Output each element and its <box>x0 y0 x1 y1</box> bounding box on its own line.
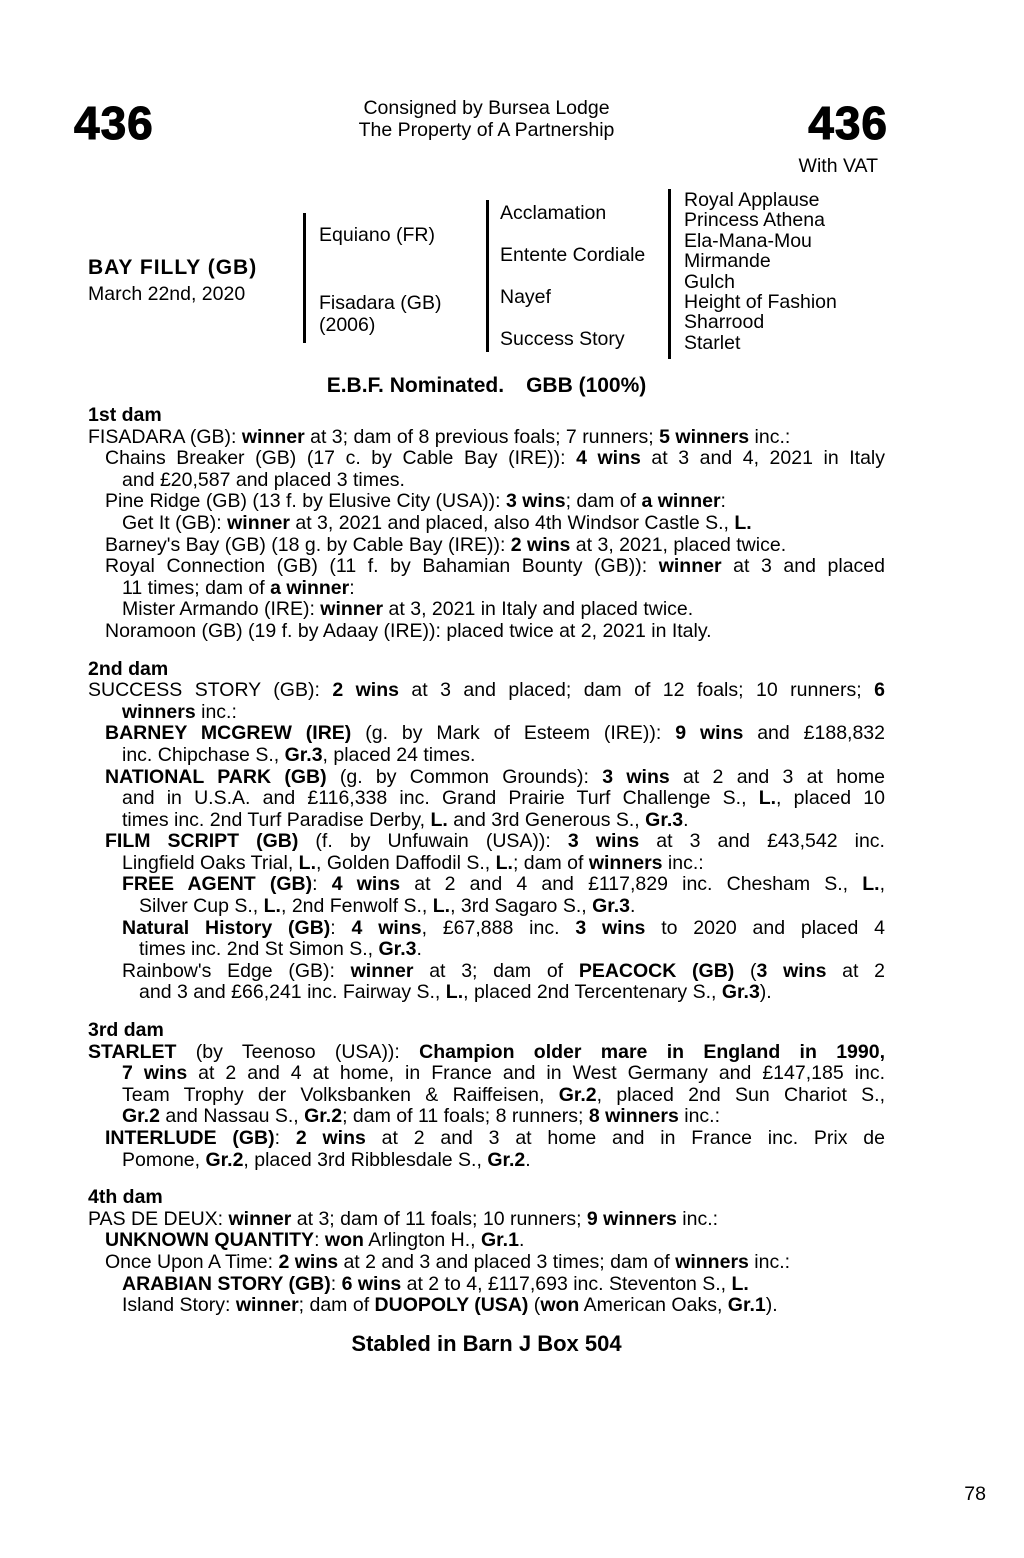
text-line: times inc. 2nd Turf Paradise Derby, L. and 3rd Generous S., Gr.3. <box>122 808 689 831</box>
nomination-line <box>88 374 885 398</box>
text-line: Natural History (GB): 4 wins, £67,888 inc. 3 wins to 2020 and placed 4 <box>122 916 886 939</box>
section-heading: 3rd dam <box>88 1019 164 1042</box>
text-line: winners inc.: <box>122 700 237 723</box>
section-4th-dam <box>88 1187 885 1317</box>
text-line: Lingfield Oaks Trial, L., Golden Daffodil S., L.; dam of winners inc.: <box>122 851 704 874</box>
dam-block <box>319 293 441 336</box>
grandparents-column <box>500 202 645 351</box>
consignor-line: Consigned by Bursea Lodge <box>363 97 610 119</box>
text-line: FISADARA (GB): winner at 3; dam of 8 previous foals; 7 runners; 5 winners inc.: <box>88 425 791 448</box>
text-line: Barney's Bay (GB) (18 g. by Cable Bay (IRE)): 2 wins at 3, 2021, placed twice. <box>105 533 787 556</box>
text-line: Chains Breaker (GB) (17 c. by Cable Bay (IRE)): 4 wins at 3 and 4, 2021 in Italy <box>105 447 885 470</box>
text-line: BARNEY MCGREW (IRE) (g. by Mark of Esteem (IRE)): 9 wins and £188,832 <box>105 722 885 745</box>
text-line: 11 times; dam of a winner: <box>122 576 355 599</box>
text-line: Royal Connection (GB) (11 f. by Bahamian Bounty (GB)): winner at 3 and placed <box>105 555 885 578</box>
text-line: Silver Cup S., L., 2nd Fenwolf S., L., 3rd Sagaro S., Gr.3. <box>139 895 636 918</box>
dam-year: (2006) <box>319 313 376 336</box>
text-line: UNKNOWN QUANTITY: won Arlington H., Gr.1. <box>105 1229 525 1252</box>
lot-number-right: 436 <box>808 97 888 149</box>
text-line: and £20,587 and placed 3 times. <box>122 468 405 491</box>
text-line: SUCCESS STORY (GB): 2 wins at 3 and placed; dam of 12 foals; 10 runners; 6 <box>88 679 885 702</box>
text-line: Get It (GB): winner at 3, 2021 and placed, also 4th Windsor Castle S., L. <box>122 511 752 534</box>
pedigree-divider-1 <box>303 213 306 343</box>
great-grandparent-name: Princess Athena <box>684 209 825 232</box>
text-line: Noramoon (GB) (19 f. by Adaay (IRE)): placed twice at 2, 2021 in Italy. <box>105 619 712 642</box>
grandparent-name: Nayef <box>500 286 551 308</box>
lot-number-left: 436 <box>74 97 154 149</box>
text-line: Pomone, Gr.2, placed 3rd Ribblesdale S., Gr.2. <box>122 1148 531 1171</box>
subject-horse <box>88 256 257 306</box>
section-lines <box>88 1042 885 1172</box>
text-line: 7 wins at 2 and 4 at home, in France and in West Germany and £147,185 inc. <box>122 1062 886 1085</box>
grandparent-name: Acclamation <box>500 202 607 224</box>
text-line: Pine Ridge (GB) (13 f. by Elusive City (USA)): 3 wins; dam of a winner: <box>105 490 726 513</box>
great-grandparent-name: Gulch <box>684 270 735 293</box>
ebf-nominated-label: E.B.F. Nominated. <box>326 374 505 397</box>
gbb-label: GBB (100%) <box>526 374 647 397</box>
pedigree-divider-2 <box>486 200 489 352</box>
pedigree-table <box>0 0 1024 380</box>
section-lines <box>88 427 885 643</box>
sire-name: Equiano (FR) <box>319 224 435 246</box>
great-grandparent-name: Sharrood <box>684 311 765 334</box>
section-heading: 4th dam <box>88 1186 163 1209</box>
pedigree-divider-3 <box>668 189 671 359</box>
text-line: and 3 and £66,241 inc. Fairway S., L., placed 2nd Tercentenary S., Gr.3). <box>139 981 772 1004</box>
section-heading: 1st dam <box>88 404 162 426</box>
section-3rd-dam <box>88 1020 885 1171</box>
grandparent-name: Entente Cordiale <box>500 244 646 266</box>
vat-note: With VAT <box>798 155 878 177</box>
great-grandparent-name: Starlet <box>684 331 741 354</box>
dam-name: Fisadara (GB) <box>319 292 442 314</box>
text-line: Team Trophy der Volksbanken & Raiffeisen, Gr.2, placed 2nd Sun Chariot S., <box>122 1083 886 1106</box>
text-line: STARLET (by Teenoso (USA)): Champion older mare in England in 1990, <box>88 1040 885 1063</box>
text-line: Gr.2 and Nassau S., Gr.2; dam of 11 foals; 8 runners; 8 winners inc.: <box>122 1105 720 1128</box>
text-line: PAS DE DEUX: winner at 3; dam of 11 foals; 10 runners; 9 winners inc.: <box>88 1207 719 1230</box>
stabling-note: Stabled in Barn J Box 504 <box>351 1331 622 1356</box>
text-line: ARABIAN STORY (GB): 6 wins at 2 to 4, £117,693 inc. Steventon S., L. <box>122 1272 749 1295</box>
great-grandparent-name: Ela-Mana-Mou <box>684 229 812 252</box>
section-1st-dam <box>88 405 885 643</box>
great-grandparent-name: Height of Fashion <box>684 291 837 314</box>
section-lines <box>88 680 885 1004</box>
text-line: INTERLUDE (GB): 2 wins at 2 and 3 at home and in France inc. Prix de <box>105 1127 885 1149</box>
text-line: FILM SCRIPT (GB) (f. by Unfuwain (USA)): 3 wins at 3 and £43,542 inc. <box>105 830 885 853</box>
grandparent-name: Success Story <box>500 328 625 350</box>
text-line: Mister Armando (IRE): winner at 3, 2021 in Italy and placed twice. <box>122 598 694 621</box>
section-heading: 2nd dam <box>88 657 169 680</box>
text-line: times inc. 2nd St Simon S., Gr.3. <box>139 938 422 961</box>
text-line: inc. Chipchase S., Gr.3, placed 24 times. <box>122 743 476 766</box>
text-line: Rainbow's Edge (GB): winner at 3; dam of PEACOCK (GB) (3 wins at 2 <box>122 959 885 982</box>
section-2nd-dam <box>88 659 885 1005</box>
owner-line: The Property of A Partnership <box>358 118 615 141</box>
text-line: NATIONAL PARK (GB) (g. by Common Grounds): 3 wins at 2 and 3 at home <box>105 765 885 788</box>
pedigree-text <box>88 405 885 1317</box>
page-number: 78 <box>964 1483 986 1505</box>
text-line: FREE AGENT (GB): 4 wins at 2 and 4 and £117,829 inc. Chesham S., L., <box>122 873 886 896</box>
great-grandparent-name: Mirmande <box>684 250 771 273</box>
great-grandparent-name: Royal Applause <box>684 189 820 211</box>
text-line: Island Story: winner; dam of DUOPOLY (USA) (won American Oaks, Gr.1). <box>122 1294 778 1317</box>
text-line: Once Upon A Time: 2 wins at 2 and 3 and placed 3 times; dam of winners inc.: <box>105 1250 791 1273</box>
foaling-date: March 22nd, 2020 <box>88 283 246 305</box>
great-grandparents-column <box>684 190 837 353</box>
text-line: and in U.S.A. and £116,338 inc. Grand Prairie Turf Challenge S., L., placed 10 <box>122 787 885 810</box>
horse-name: BAY FILLY (GB) <box>88 256 258 279</box>
section-lines <box>88 1209 885 1317</box>
